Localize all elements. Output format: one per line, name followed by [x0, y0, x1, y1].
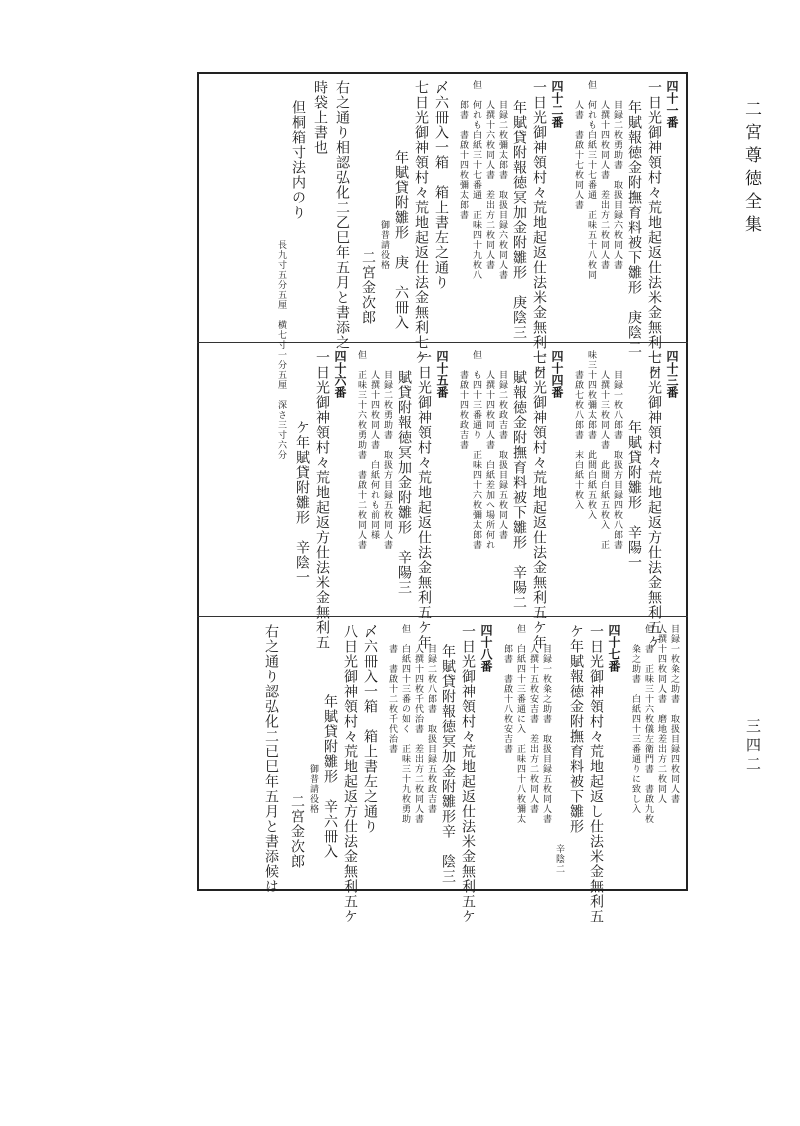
entry-41-note: 人撰十四枚同人書 差出方二枚同人書	[599, 100, 609, 270]
entry-48-note: 書 書啟十二枚千代治書	[387, 644, 397, 754]
entry-45-note: 人撰十四枚同人書 白紙何れも前同様	[369, 370, 379, 540]
entry-42-note: 但 何れも白紙三十七番通 正味四十九枚八	[471, 80, 481, 280]
entry-47-heading: 四十七番	[607, 624, 621, 672]
entry-43-line: 一日光御神領村々荒地起返方仕法金無利五ケ	[646, 350, 662, 650]
page-number: 三四二	[744, 718, 762, 775]
box-7-line: 七日光御神領村々荒地起返仕法金無利七ケ	[413, 80, 429, 365]
entry-41-line: 一日光御神領村々荒地起返仕法米金無利七ケ	[646, 80, 662, 380]
entry-44-note: 但 も四十三番通り 正味四十六枚彌太郎書	[471, 350, 481, 550]
entry-44-note: 目録二枚政吉書 取扱目録五枚同人書	[497, 370, 507, 540]
entry-42-note: 目録二枚彌太郎書 取扱目録六枚同人書	[497, 100, 507, 280]
entry-43-line: 年賦貸附雛形 辛陽一	[626, 420, 642, 570]
top-closing-line: 右之通り相認弘化二乙巳年五月と書添之	[334, 80, 350, 350]
top-closing-line: 但桐箱寸法内のり	[290, 100, 306, 220]
entry-47-prev-note: 目録一枚粂之助書 取扱目録四枚同人書	[669, 624, 679, 804]
entry-44-note: 書啟十四枚政吉書	[458, 370, 468, 450]
entry-41-note: 但 何れも白紙三十七番通 正味五十八枚同	[586, 80, 596, 280]
entry-47-note: 郎書 書啟十八枚安吉書	[502, 644, 512, 754]
entry-44-line: 賦報徳金附撫育料被下雛形 辛陽二	[511, 370, 527, 610]
entry-42-heading: 四十二番	[550, 80, 564, 128]
box-7-rank: 御普請役格	[379, 220, 389, 270]
top-closing-line: 時袋上書也	[312, 80, 328, 155]
entry-42-note: 郎書 書啟十四枚彌太郎書	[458, 100, 468, 220]
entry-48-line: 一日光御神領村々荒地起返仕法米金無利五ケ	[460, 624, 476, 924]
entry-47-line: 一日光御神領村々荒地起返し仕法米金無利五	[588, 624, 604, 924]
entry-47-line: ケ年賦報徳金附撫育料被下雛形	[568, 624, 584, 834]
entry-47-prev-note: 人撰十四枚同人書 磨地差出方二枚同人	[656, 624, 666, 804]
entry-42-line: 年賦貸附報徳冥加金附雛形 庚陰三	[511, 100, 527, 340]
entry-48-note: 但 白紙四十三番の如く 正味三十九枚勇助	[400, 624, 410, 824]
entry-47-note: 但 白紙四十三番通に入 正味四十八枚彌太	[515, 624, 525, 824]
entry-41-note: 目録二枚勇助書 取扱目録六枚同人書	[612, 100, 622, 270]
bottom-closing-line: 右之通り認弘化二已巳年五月と書添候は	[263, 624, 279, 894]
entry-41-note: 人書 書啟十七枚同人書	[573, 100, 583, 210]
entry-45-heading: 四十五番	[435, 350, 449, 398]
entry-46-line: 一日光御神領村々荒地起返方仕法米金無利五	[314, 350, 330, 650]
entry-45-note: 但 正味三十六枚勇助書 書啟十二枚同人書	[356, 350, 366, 550]
box-8-line: 八日光御神領村々荒地起返方仕法金無利五ケ	[342, 624, 358, 924]
box-7-signature: 二宮金次郎	[360, 250, 376, 325]
entry-45-note: 目録二枚勇助書 取扱方目録五枚同人書	[382, 370, 392, 550]
entry-48-heading: 四十八番	[479, 624, 493, 672]
entry-47-prev-note: 粂之助書 白紙四十三番通りに致し入	[630, 644, 640, 814]
section-divider-bottom	[197, 616, 688, 617]
page-header-title: 二宮尊徳全集	[741, 100, 761, 238]
box-8-line: 〆六冊入一箱 箱上書左之通り	[362, 624, 378, 834]
box-dimensions: 長九寸五分五厘 横七寸一分五厘 深さ三寸六分	[276, 240, 286, 460]
entry-44-heading: 四十四番	[550, 350, 564, 398]
entry-45-line: 賦貸附報徳冥加金附雛形 辛陽三	[396, 370, 412, 595]
entry-44-line: 一日光御神領村々荒地起返仕法金無利五ケ年	[531, 350, 547, 650]
entry-42-note: 人撰十六枚同人書 差出方二枚同人書	[484, 100, 494, 270]
bottom-section	[205, 624, 679, 924]
box-8-line: 年賦貸附雛形 辛六冊入	[322, 694, 338, 859]
entry-45-line: 一日光御神領村々荒地起返仕法金無利五ケ年	[416, 350, 432, 650]
entry-47-prev-note: 但 書 正味三十六枚儀左衛門書 書啟九枚	[643, 624, 653, 824]
entry-43-note: 書啟七枚八郎書 末白紙十枚入	[573, 370, 583, 510]
entry-46-heading: 四十六番	[333, 350, 347, 398]
entry-47-note: 目録一枚粂之助書 取扱目録五枚同人書	[541, 644, 551, 824]
entry-44-note: 人撰十四枚同人書 白紙差加へ場所何れ	[484, 370, 494, 550]
box-8-signature: 二宮金次郎	[289, 794, 305, 869]
entry-48-note: 目録二枚八郎書 取扱目録五枚政吉書	[426, 644, 436, 814]
entry-43-heading: 四十三番	[665, 350, 679, 398]
entry-43-note: 味三十四枚彌太郎書 此間白紙五枚入	[586, 350, 596, 520]
entry-48-line: 年賦貸附報徳冥加金附雛形辛 陰三	[440, 644, 456, 884]
box-7-line: 年賦貸附雛形 庚 六冊入	[393, 150, 409, 330]
entry-43-note: 人撰十三枚同人書 此間白紙五枚入 正	[599, 370, 609, 550]
box-7-line: 〆六冊入一箱 箱上書左之通り	[433, 80, 449, 290]
entry-47-note: 人撰十五枚安吉書 差出方二枚同人書	[528, 644, 538, 814]
entry-42-line: 一日光御神領村々荒地起返仕法米金無利七ケ	[531, 80, 547, 380]
entry-46-line: ケ年賦貸附雛形 辛陰一	[294, 420, 310, 585]
entry-43-note: 目録一枚八郎書 取扱方目録四枚八郎書	[612, 370, 622, 550]
entry-41-heading: 四十一番	[665, 80, 679, 128]
box-8-rank: 御普請役格	[308, 764, 318, 814]
entry-41-line: 年賦報徳金附撫育料被下雛形 庚陰二	[626, 100, 642, 355]
entry-47-tag: 辛陰二	[554, 844, 564, 874]
entry-48-note: 人撰十四枚千代治書 差出方二枚同人書	[413, 644, 423, 824]
section-divider-top	[197, 342, 688, 343]
